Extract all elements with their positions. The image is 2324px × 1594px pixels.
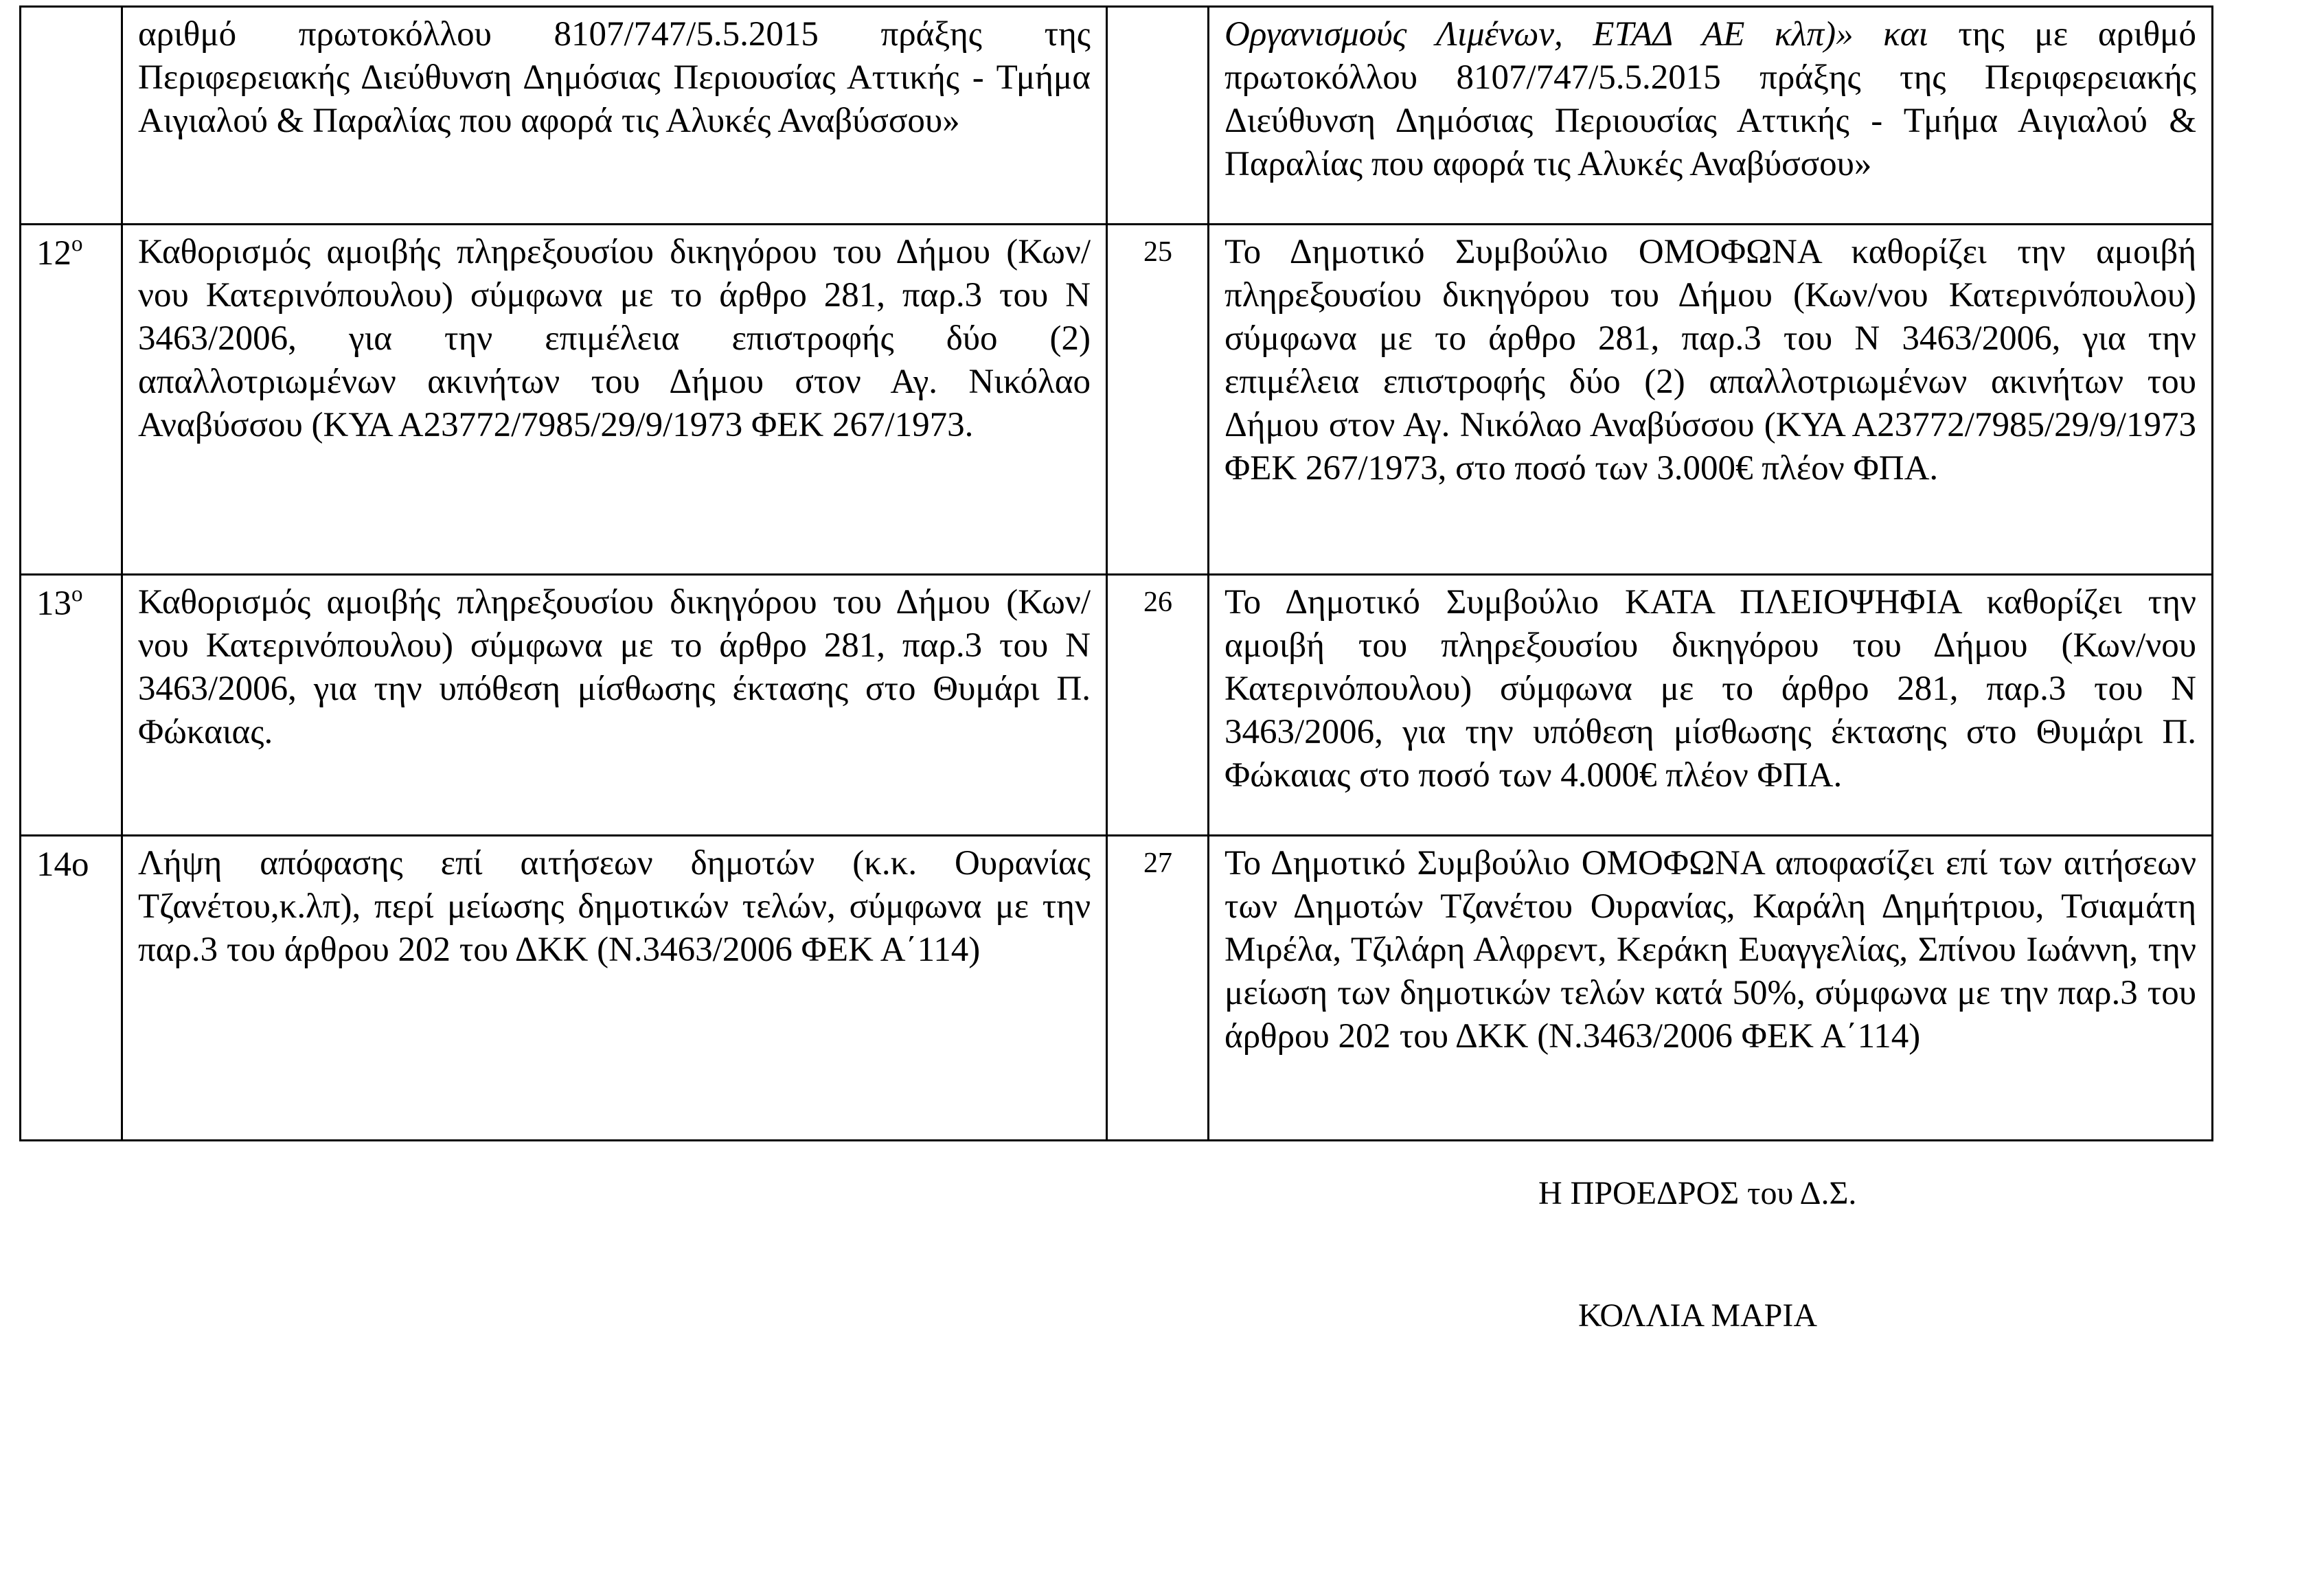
decision-text: της με αριθμό πρωτοκόλλου 8107/747/5.5.2015 πράξης της Περιφερειακής Διεύθυνση Δημόσιας Περιουσίας Αττικής - Τμήμα Αιγιαλού & Παραλίας που αφορά τις Αλυκές Αναβύσσου» [1224, 15, 2196, 183]
item-subject: Καθορισμός αμοιβής πληρεξουσίου δικηγόρου του Δήμου (Κων/νου Κατερινόπουλου) σύμφωνα με το άρθρο 281, παρ.3 του Ν 3463/2006, για την υπόθεση μίσθωσης έκτασης στο Θυμάρι Π. Φώκαιας. [138, 583, 1091, 751]
decision-text: Το Δημοτικό Συμβούλιο ΟΜΟΦΩΝΑ καθορίζει την αμοιβή πληρεξουσίου δικηγόρου του Δήμου (Κων/νου Κατερινόπουλου) σύμφωνα με το άρθρο 281, παρ.3 του Ν 3463/2006, για την επιμέλεια επιστροφής δύο (2) απαλλοτριωμένων ακινήτων του Δήμου στον Αγ. Νικόλαο Αναβύσσου (ΚΥΑ Α23772/7985/29/9/1973 ΦΕΚ 267/1973, στο ποσό των 3.000€ πλέον ΦΠΑ. [1224, 233, 2196, 488]
item-subject-cell [122, 225, 1107, 575]
item-number: 12 [36, 234, 71, 273]
item-subject: Καθορισμός αμοιβής πληρεξουσίου δικηγόρου του Δήμου (Κων/νου Κατερινόπουλου) σύμφωνα με το άρθρο 281, παρ.3 του Ν 3463/2006, για την επιμέλεια επιστροφής δύο (2) απαλλοτριωμένων ακινήτων του Δήμου στον Αγ. Νικόλαο Αναβύσσου (ΚΥΑ Α23772/7985/29/9/1973 ΦΕΚ 267/1973. [138, 233, 1091, 444]
item-number-suffix: ο [71, 231, 83, 256]
item-number-cell [21, 7, 122, 225]
decision-text: Το Δημοτικό Συμβούλιο ΟΜΟΦΩΝΑ αποφασίζει επί των αιτήσεων των Δημοτών Τζανέτου Ουρανίας, Καράλη Δημήτριου, Τσιαμάτη Μιρέλα, Τζιλάρη Αλφρεντ, Κεράκη Ευαγγελίας, Σπίνου Ιωάννη, την μείωση των δημοτικών τελών κατά 50%, σύμφωνα με την παρ.3 του άρθρου 202 του ΔΚΚ (Ν.3463/2006 ΦΕΚ Α΄114) [1224, 844, 2196, 1056]
item-subject-cell [122, 836, 1107, 1141]
item-subject-cell [122, 7, 1107, 225]
decision-number-cell [1107, 225, 1209, 575]
decision-italic-text: Οργανισμούς Λιμένων, ΕΤΑΔ ΑΕ κλπ)» και [1224, 15, 1928, 54]
decision-number: 27 [1143, 847, 1172, 879]
item-number-cell [21, 575, 122, 836]
item-number-cell [21, 225, 122, 575]
decision-text-cell [1209, 7, 2213, 225]
item-number-cell [21, 836, 122, 1141]
table-row [21, 7, 2213, 225]
decisions-table [19, 5, 2213, 1141]
table-row [21, 575, 2213, 836]
decision-number-cell [1107, 575, 1209, 836]
item-number-suffix: ο [71, 582, 83, 606]
signatory-name: ΚΟΛΛΙΑ ΜΑΡΙΑ [1578, 1297, 1818, 1334]
item-number: 13 [36, 584, 71, 623]
table-row [21, 225, 2213, 575]
decision-number-cell [1107, 7, 1209, 225]
decision-text: Το Δημοτικό Συμβούλιο ΚΑΤΑ ΠΛΕΙΟΨΗΦΙΑ καθορίζει την αμοιβή του πληρεξουσίου δικηγόρου του Δήμου (Κων/νου Κατερινόπουλου) σύμφωνα με το άρθρο 281, παρ.3 του Ν 3463/2006, για την υπόθεση μίσθωσης έκτασης στο Θυμάρι Π. Φώκαιας στο ποσό των 4.000€ πλέον ΦΠΑ. [1224, 583, 2196, 795]
table-row [21, 836, 2213, 1141]
decision-number: 26 [1143, 587, 1172, 618]
decision-number-cell [1107, 836, 1209, 1141]
item-subject: αριθμό πρωτοκόλλου 8107/747/5.5.2015 πράξης της Περιφερειακής Διεύθυνση Δημόσιας Περιουσίας Αττικής - Τμήμα Αιγιαλού & Παραλίας που αφορά τις Αλυκές Αναβύσσου» [138, 15, 1091, 140]
signatory-role: Η ΠΡΟΕΔΡΟΣ του Δ.Σ. [1538, 1175, 1857, 1211]
decision-number: 25 [1143, 236, 1172, 268]
item-subject: Λήψη απόφασης επί αιτήσεων δημοτών (κ.κ. Ουρανίας Τζανέτου,κ.λπ), περί μείωσης δημοτικών τελών, σύμφωνα με την παρ.3 του άρθρου 202 του ΔΚΚ (Ν.3463/2006 ΦΕΚ Α΄114) [138, 844, 1091, 969]
decision-text-cell [1209, 575, 2213, 836]
decision-text-cell [1209, 836, 2213, 1141]
decision-text-cell [1209, 225, 2213, 575]
item-subject-cell [122, 575, 1107, 836]
item-number: 14ο [36, 845, 89, 884]
